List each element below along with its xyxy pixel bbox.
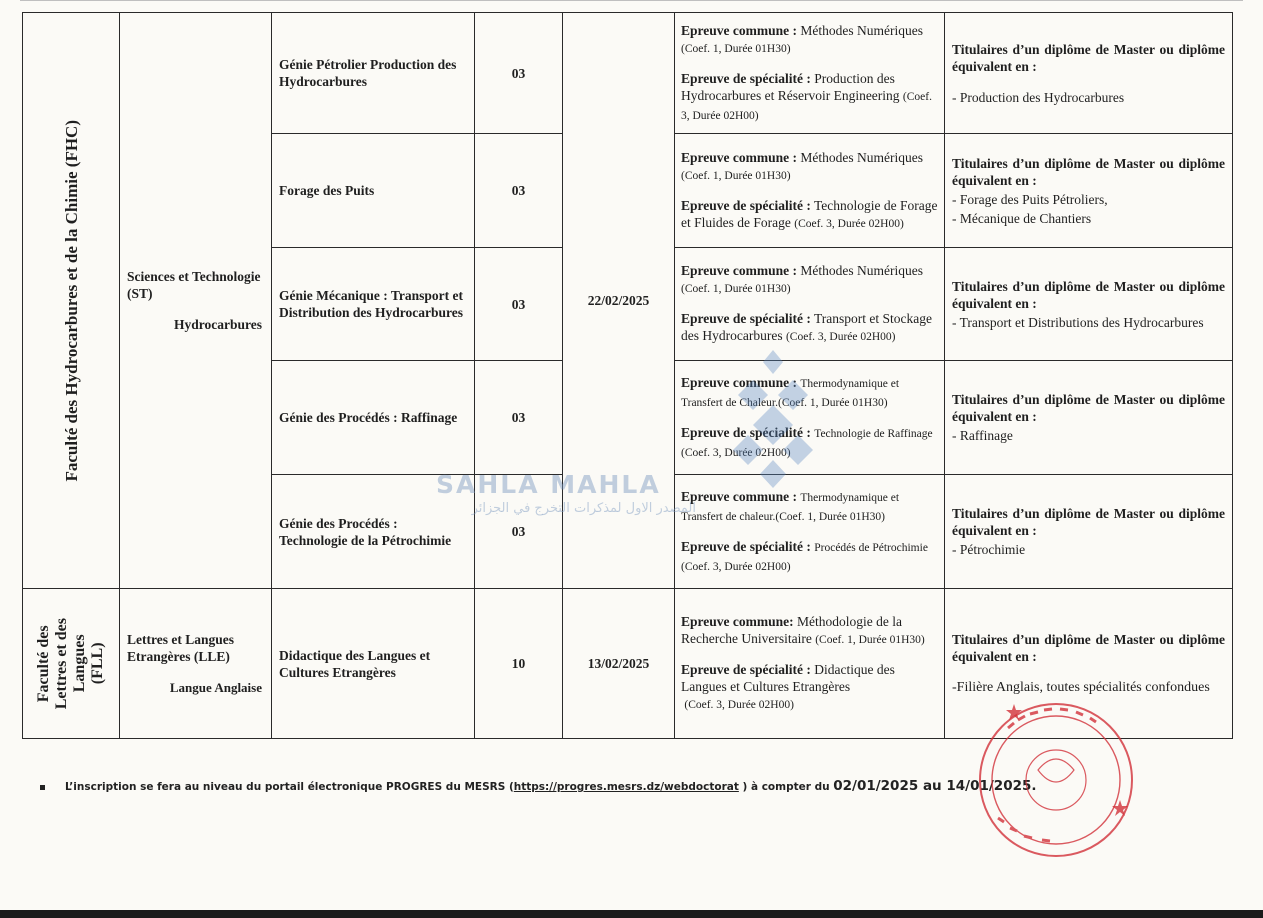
specialite-coef: (Coef. 3, Durée 02H00): [785, 331, 896, 343]
faculty-name-line: Faculté des: [35, 625, 52, 702]
commune-label: Epreuve commune :: [681, 374, 797, 390]
conditions-title: Titulaires d’un diplôme de Master ou diplôme équivalent en :: [952, 632, 1225, 664]
conditions-title: Titulaires d’un diplôme de Master ou diplôme équivalent en :: [952, 278, 1225, 311]
specialite-text: Technologie de Forage et Fluides de Forage: [681, 197, 938, 230]
domain-cell-st: [120, 13, 272, 589]
faculty-name-line: Langues: [71, 634, 88, 693]
domain-cell-lle: [120, 589, 272, 739]
faculty-name: Faculté des Hydrocarbures et de la Chimie (FHC): [61, 119, 81, 482]
exam-date-cell: 22/02/2025: [563, 13, 675, 589]
domain-name: Lettres et Langues Etrangères (LLE): [127, 632, 234, 664]
conditions-cell: [945, 13, 1233, 134]
table-row: [23, 589, 1233, 739]
date-between: au: [918, 778, 947, 794]
places-cell: 03: [475, 134, 563, 248]
progres-portal-link[interactable]: https://progres.mesrs.dz/webdoctorat: [513, 781, 739, 793]
conditions-title: Titulaires d’un diplôme de Master ou diplôme équivalent en :: [952, 506, 1225, 538]
conditions-title: Titulaires d’un diplôme de Master ou diplôme équivalent en :: [952, 41, 1225, 74]
specialite-label: Epreuve de spécialité :: [681, 311, 811, 326]
conditions-item: - Raffinage: [952, 428, 1013, 443]
epreuve-cell: [675, 248, 945, 361]
commune-text: Thermodynamique et Transfert de chaleur.: [681, 491, 900, 523]
specialite-text: Transport et Stockage des Hydrocarbures: [681, 311, 932, 343]
specialite-coef: (Coef. 3, Durée 02H00): [681, 90, 932, 122]
faculty-name: [35, 618, 107, 709]
commune-coef: (Coef. 1, Durée 01H30): [681, 42, 791, 55]
commune-label: Epreuve commune :: [681, 488, 797, 504]
footnote-after-link: ) à compter du: [738, 781, 834, 793]
conditions-item: - Forage des Puits Pétroliers,: [952, 191, 1108, 207]
specialite-coef: (Coef. 3, Durée 02H00): [681, 446, 791, 459]
filiere-cell: Génie des Procédés : Raffinage: [272, 361, 475, 475]
conditions-item: - Production des Hydrocarbures: [952, 89, 1125, 105]
places-cell: 03: [475, 248, 563, 361]
domain-name: Sciences et Technologie (ST): [127, 269, 261, 301]
conditions-cell: [945, 134, 1233, 248]
subdomain-name: Langue Anglaise: [169, 680, 262, 695]
commune-coef: (Coef. 1, Durée 01H30): [775, 510, 885, 523]
conditions-item: - Mécanique de Chantiers: [952, 210, 1092, 226]
conditions-title: Titulaires d’un diplôme de Master ou diplôme équivalent en :: [952, 392, 1225, 424]
places-cell: 03: [475, 361, 563, 475]
conditions-item: - Transport et Distributions des Hydrocarbures: [952, 314, 1204, 330]
date-from: 02/01/2025: [833, 778, 919, 794]
watermark-tagline: المصدر الاول لمذكرات التخرج في الجزائر: [471, 501, 696, 516]
doctorat-offers-table: [22, 12, 1233, 739]
commune-coef: (Coef. 1, Durée 01H30): [681, 283, 791, 295]
faculty-cell-fhc: [23, 13, 120, 589]
filiere-cell: Génie Pétrolier Production des Hydrocarbures: [272, 13, 475, 134]
filiere-cell: Forage des Puits: [272, 134, 475, 248]
specialite-text: Production des Hydrocarbures et Réservoir Engineering: [681, 70, 900, 103]
specialite-text: Procédés de Pétrochimie: [814, 541, 928, 554]
specialite-label: Epreuve de spécialité :: [681, 662, 811, 677]
epreuve-cell: [675, 589, 945, 739]
commune-coef: (Coef. 1, Durée 01H30): [815, 634, 925, 646]
commune-label: Epreuve commune :: [681, 263, 797, 278]
commune-text: Méthodologie de la Recherche Universitaire: [681, 614, 902, 646]
commune-coef: (Coef. 1, Durée 01H30): [778, 396, 888, 409]
commune-coef: (Coef. 1, Durée 01H30): [681, 169, 791, 182]
conditions-cell: [945, 248, 1233, 361]
commune-text: Méthodes Numériques: [800, 149, 923, 165]
filiere-cell: Génie Mécanique : Transport et Distribution des Hydrocarbures: [272, 248, 475, 361]
commune-text: Méthodes Numériques: [800, 22, 923, 38]
specialite-text: Didactique des Langues et Cultures Etrangères: [681, 662, 895, 694]
epreuve-cell: [675, 475, 945, 589]
conditions-cell: [945, 475, 1233, 589]
specialite-coef: (Coef. 3, Durée 02H00): [681, 560, 791, 573]
page-top-edge: [20, 0, 1243, 1]
subdomain-name: Hydrocarbures: [173, 317, 262, 332]
faculty-name-line: (FLL): [89, 642, 106, 685]
specialite-coef: (Coef. 3, Durée 02H00): [684, 699, 794, 711]
conditions-item: -Filière Anglais, toutes spécialités confondues: [952, 680, 1210, 695]
conditions-title: Titulaires d’un diplôme de Master ou diplôme équivalent en :: [952, 155, 1225, 188]
conditions-cell: [945, 361, 1233, 475]
table-row: [23, 13, 1233, 134]
places-cell: 10: [475, 589, 563, 739]
specialite-label: Epreuve de spécialité :: [681, 538, 811, 554]
conditions-item: - Pétrochimie: [952, 542, 1026, 557]
scan-bottom-edge: [0, 910, 1263, 918]
commune-label: Epreuve commune:: [681, 614, 794, 629]
faculty-cell-fll: [23, 589, 120, 739]
commune-text: Thermodynamique et Transfert de Chaleur.: [681, 377, 900, 409]
bullet-icon: [40, 785, 45, 790]
filiere-cell: Génie des Procédés : Technologie de la Pétrochimie: [272, 475, 475, 589]
specialite-label: Epreuve de spécialité :: [681, 70, 811, 86]
registration-footnote: [40, 778, 1037, 794]
date-to: 14/01/2025.: [946, 778, 1037, 794]
filiere-cell: Didactique des Langues et Cultures Etrangères: [272, 589, 475, 739]
footnote-text: L’inscription se fera au niveau du portail électronique PROGRES du MESRS (: [65, 781, 514, 793]
watermark-brand: SAHLA MAHLA: [436, 470, 661, 499]
commune-label: Epreuve commune :: [681, 149, 797, 165]
places-cell: 03: [475, 13, 563, 134]
epreuve-cell: [675, 134, 945, 248]
specialite-coef: (Coef. 3, Durée 02H00): [794, 217, 904, 230]
epreuve-cell: [675, 13, 945, 134]
specialite-label: Epreuve de spécialité :: [681, 197, 811, 213]
specialite-label: Epreuve de spécialité :: [681, 424, 811, 440]
conditions-cell: [945, 589, 1233, 739]
commune-text: Méthodes Numériques: [800, 263, 923, 278]
commune-label: Epreuve commune :: [681, 22, 797, 38]
epreuve-cell: [675, 361, 945, 475]
specialite-text: Technologie de Raffinage: [814, 427, 933, 440]
places-cell: 03: [475, 475, 563, 589]
exam-date-cell: 13/02/2025: [563, 589, 675, 739]
faculty-name-line: Lettres et des: [53, 617, 70, 710]
